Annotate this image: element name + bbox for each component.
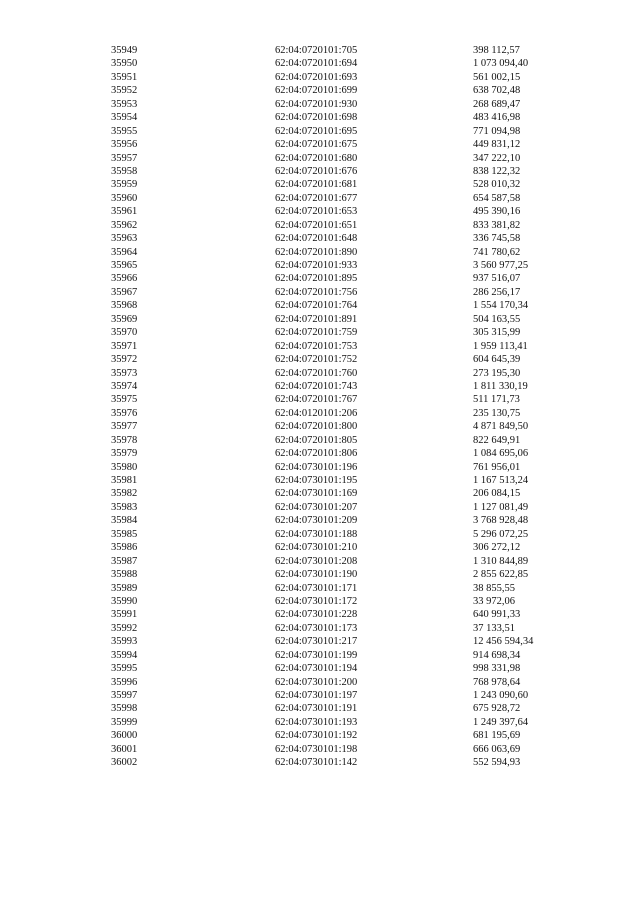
row-number: 35962	[111, 219, 138, 231]
cadastral-value: 1 554 170,34	[473, 300, 529, 312]
cadastral-number: 62:04:0720101:681	[275, 179, 358, 191]
cadastral-value: 12 456 594,34	[473, 636, 534, 648]
cadastral-value: 2 855 622,85	[473, 569, 529, 581]
table-row	[0, 232, 640, 245]
row-number: 35986	[111, 542, 138, 554]
cadastral-number: 62:04:0730101:142	[275, 757, 358, 769]
cadastral-number: 62:04:0730101:192	[275, 730, 358, 742]
table-row	[0, 165, 640, 178]
row-number: 35951	[111, 71, 138, 83]
table-row	[0, 689, 640, 702]
cadastral-number: 62:04:0730101:171	[275, 582, 358, 594]
cadastral-value: 38 855,55	[473, 582, 515, 594]
cadastral-number: 62:04:0120101:206	[275, 407, 358, 419]
row-number: 35983	[111, 501, 138, 513]
table-row	[0, 461, 640, 474]
cadastral-value: 638 702,48	[473, 85, 521, 97]
table-row	[0, 380, 640, 393]
cadastral-value: 495 390,16	[473, 206, 521, 218]
table-row	[0, 635, 640, 648]
table-row	[0, 259, 640, 272]
table-row	[0, 743, 640, 756]
row-number: 35965	[111, 260, 138, 271]
row-number: 35997	[111, 690, 138, 701]
cadastral-value: 998 331,98	[473, 663, 521, 675]
table-row	[0, 595, 640, 608]
table-row	[0, 178, 640, 191]
cadastral-number: 62:04:0720101:752	[275, 354, 358, 366]
row-number: 35950	[111, 58, 138, 70]
cadastral-value: 347 222,10	[473, 152, 521, 164]
cadastral-number: 62:04:0720101:760	[275, 367, 358, 379]
cadastral-number: 62:04:0720101:930	[275, 98, 358, 110]
table-row	[0, 541, 640, 554]
cadastral-number: 62:04:0720101:743	[275, 380, 358, 392]
table-row	[0, 71, 640, 84]
cadastral-value: 5 296 072,25	[473, 528, 529, 540]
cadastral-number: 62:04:0730101:209	[275, 515, 358, 527]
table-row	[0, 662, 640, 675]
table-row	[0, 528, 640, 541]
cadastral-value: 768 978,64	[473, 676, 521, 688]
row-number: 35976	[111, 407, 138, 419]
cadastral-value: 1 249 397,64	[473, 716, 529, 728]
row-number: 35989	[111, 582, 138, 594]
row-number: 35953	[111, 98, 138, 110]
table-row	[0, 192, 640, 205]
row-number: 35955	[111, 125, 138, 137]
table-row	[0, 246, 640, 259]
cadastral-value: 761 956,01	[473, 461, 521, 473]
cadastral-number: 62:04:0730101:208	[275, 555, 358, 567]
cadastral-value: 675 928,72	[473, 703, 521, 715]
cadastral-value: 914 698,34	[473, 649, 521, 661]
cadastral-number: 62:04:0730101:172	[275, 595, 358, 607]
cadastral-value-table	[0, 44, 640, 770]
row-number: 35968	[111, 300, 138, 312]
cadastral-value: 654 587,58	[473, 192, 521, 204]
cadastral-value: 37 133,51	[473, 622, 515, 634]
row-number: 35998	[111, 703, 138, 715]
row-number: 35966	[111, 273, 138, 285]
cadastral-value: 206 084,15	[473, 488, 521, 500]
cadastral-value: 33 972,06	[473, 595, 515, 607]
cadastral-number: 62:04:0730101:193	[275, 716, 358, 728]
row-number: 35981	[111, 475, 138, 486]
row-number: 35984	[111, 515, 138, 527]
cadastral-number: 62:04:0730101:191	[275, 703, 358, 715]
cadastral-value: 398 112,57	[473, 45, 520, 56]
cadastral-value: 1 811 330,19	[473, 380, 528, 392]
row-number: 35957	[111, 152, 138, 164]
row-number: 36000	[111, 730, 138, 742]
cadastral-value: 1 167 513,24	[473, 475, 529, 486]
cadastral-number: 62:04:0720101:676	[275, 165, 358, 177]
row-number: 35963	[111, 233, 138, 245]
table-row	[0, 487, 640, 500]
cadastral-number: 62:04:0720101:753	[275, 340, 358, 352]
cadastral-value: 561 002,15	[473, 71, 521, 83]
cadastral-number: 62:04:0720101:699	[275, 85, 358, 97]
cadastral-value: 1 243 090,60	[473, 690, 529, 701]
cadastral-number: 62:04:0720101:891	[275, 313, 358, 325]
row-number: 35972	[111, 354, 138, 366]
cadastral-number: 62:04:0730101:196	[275, 461, 358, 473]
cadastral-value: 1 310 844,89	[473, 555, 529, 567]
row-number: 35958	[111, 165, 138, 177]
row-number: 35999	[111, 716, 138, 728]
row-number: 35970	[111, 327, 138, 339]
table-row	[0, 582, 640, 595]
row-number: 35975	[111, 394, 138, 406]
table-row	[0, 57, 640, 70]
row-number: 35982	[111, 488, 138, 500]
table-row	[0, 702, 640, 715]
cadastral-value: 268 689,47	[473, 98, 521, 110]
cadastral-value: 273 195,30	[473, 367, 521, 379]
cadastral-value: 681 195,69	[473, 730, 521, 742]
table-row	[0, 111, 640, 124]
cadastral-number: 62:04:0730101:200	[275, 676, 358, 688]
table-row	[0, 434, 640, 447]
row-number: 36001	[111, 743, 138, 755]
cadastral-value: 640 991,33	[473, 609, 521, 621]
cadastral-number: 62:04:0720101:800	[275, 421, 358, 433]
cadastral-value: 528 010,32	[473, 179, 521, 191]
cadastral-number: 62:04:0730101:210	[275, 542, 358, 554]
table-row	[0, 367, 640, 380]
row-number: 35969	[111, 313, 138, 325]
cadastral-value: 3 560 977,25	[473, 260, 529, 271]
row-number: 35964	[111, 246, 138, 258]
table-row	[0, 514, 640, 527]
table-row	[0, 501, 640, 514]
row-number: 35990	[111, 595, 138, 607]
row-number: 35971	[111, 340, 138, 352]
cadastral-number: 62:04:0720101:680	[275, 152, 358, 164]
row-number: 35967	[111, 286, 138, 298]
table-row	[0, 420, 640, 433]
table-row	[0, 272, 640, 285]
row-number: 35996	[111, 676, 138, 688]
cadastral-value: 1 084 695,06	[473, 448, 529, 460]
table-row	[0, 286, 640, 299]
cadastral-number: 62:04:0720101:675	[275, 139, 358, 151]
table-row	[0, 84, 640, 97]
cadastral-value: 838 122,32	[473, 165, 521, 177]
cadastral-number: 62:04:0720101:693	[275, 71, 358, 83]
table-row	[0, 44, 640, 57]
table-row	[0, 326, 640, 339]
cadastral-value: 305 315,99	[473, 327, 521, 339]
table-row	[0, 98, 640, 111]
cadastral-value: 833 381,82	[473, 219, 521, 231]
cadastral-value: 504 163,55	[473, 313, 521, 325]
table-row	[0, 299, 640, 312]
row-number: 35987	[111, 555, 138, 567]
table-row	[0, 313, 640, 326]
cadastral-value: 511 171,73	[473, 394, 520, 406]
cadastral-number: 62:04:0720101:895	[275, 273, 358, 285]
row-number: 35995	[111, 663, 138, 675]
cadastral-value: 771 094,98	[473, 125, 521, 137]
row-number: 35974	[111, 380, 138, 392]
row-number: 35949	[111, 45, 138, 56]
table-row	[0, 353, 640, 366]
cadastral-number: 62:04:0720101:756	[275, 286, 358, 298]
row-number: 35994	[111, 649, 138, 661]
cadastral-value: 235 130,75	[473, 407, 521, 419]
cadastral-value: 336 745,58	[473, 233, 521, 245]
row-number: 35978	[111, 434, 138, 446]
table-row	[0, 716, 640, 729]
cadastral-number: 62:04:0720101:705	[275, 45, 358, 56]
cadastral-value: 1 127 081,49	[473, 501, 529, 513]
table-row	[0, 393, 640, 406]
row-number: 35985	[111, 528, 138, 540]
cadastral-value: 286 256,17	[473, 286, 521, 298]
cadastral-number: 62:04:0720101:653	[275, 206, 358, 218]
table-row	[0, 152, 640, 165]
cadastral-number: 62:04:0730101:194	[275, 663, 358, 675]
table-row	[0, 555, 640, 568]
table-row	[0, 447, 640, 460]
table-row	[0, 568, 640, 581]
row-number: 35956	[111, 139, 138, 151]
table-row	[0, 676, 640, 689]
cadastral-number: 62:04:0730101:195	[275, 475, 358, 486]
row-number: 35960	[111, 192, 138, 204]
row-number: 35993	[111, 636, 138, 648]
cadastral-number: 62:04:0730101:207	[275, 501, 358, 513]
cadastral-value: 483 416,98	[473, 112, 521, 124]
cadastral-number: 62:04:0720101:805	[275, 434, 358, 446]
table-row	[0, 138, 640, 151]
row-number: 35977	[111, 421, 138, 433]
cadastral-number: 62:04:0720101:694	[275, 58, 358, 70]
row-number: 35992	[111, 622, 138, 634]
cadastral-number: 62:04:0720101:648	[275, 233, 358, 245]
cadastral-number: 62:04:0730101:190	[275, 569, 358, 581]
row-number: 36002	[111, 757, 138, 769]
cadastral-number: 62:04:0730101:199	[275, 649, 358, 661]
row-number: 35959	[111, 179, 138, 191]
cadastral-number: 62:04:0720101:806	[275, 448, 358, 460]
cadastral-value: 1 073 094,40	[473, 58, 529, 70]
cadastral-number: 62:04:0720101:890	[275, 246, 358, 258]
cadastral-number: 62:04:0730101:197	[275, 690, 358, 701]
cadastral-number: 62:04:0720101:695	[275, 125, 358, 137]
cadastral-value: 604 645,39	[473, 354, 521, 366]
cadastral-number: 62:04:0720101:651	[275, 219, 358, 231]
table-row	[0, 756, 640, 769]
cadastral-number: 62:04:0720101:767	[275, 394, 358, 406]
cadastral-number: 62:04:0730101:188	[275, 528, 358, 540]
cadastral-number: 62:04:0730101:228	[275, 609, 358, 621]
table-row	[0, 219, 640, 232]
row-number: 35973	[111, 367, 138, 379]
table-row	[0, 125, 640, 138]
cadastral-number: 62:04:0730101:169	[275, 488, 358, 500]
row-number: 35961	[111, 206, 138, 218]
cadastral-value: 552 594,93	[473, 757, 521, 769]
cadastral-value: 666 063,69	[473, 743, 521, 755]
cadastral-number: 62:04:0730101:217	[275, 636, 358, 648]
row-number: 35988	[111, 569, 138, 581]
table-row	[0, 729, 640, 742]
cadastral-value: 449 831,12	[473, 139, 521, 151]
cadastral-number: 62:04:0720101:933	[275, 260, 358, 271]
cadastral-value: 306 272,12	[473, 542, 521, 554]
cadastral-value: 1 959 113,41	[473, 340, 528, 352]
cadastral-value: 937 516,07	[473, 273, 521, 285]
cadastral-value: 822 649,91	[473, 434, 521, 446]
cadastral-number: 62:04:0720101:698	[275, 112, 358, 124]
cadastral-value: 741 780,62	[473, 246, 521, 258]
row-number: 35952	[111, 85, 138, 97]
cadastral-number: 62:04:0720101:677	[275, 192, 358, 204]
row-number: 35954	[111, 112, 138, 124]
table-row	[0, 205, 640, 218]
row-number: 35979	[111, 448, 138, 460]
table-row	[0, 608, 640, 621]
cadastral-number: 62:04:0720101:764	[275, 300, 358, 312]
table-row	[0, 622, 640, 635]
cadastral-number: 62:04:0720101:759	[275, 327, 358, 339]
cadastral-number: 62:04:0730101:173	[275, 622, 358, 634]
table-row	[0, 649, 640, 662]
cadastral-value: 4 871 849,50	[473, 421, 529, 433]
row-number: 35991	[111, 609, 138, 621]
table-row	[0, 340, 640, 353]
cadastral-value: 3 768 928,48	[473, 515, 529, 527]
table-row	[0, 474, 640, 487]
cadastral-number: 62:04:0730101:198	[275, 743, 358, 755]
row-number: 35980	[111, 461, 138, 473]
table-row	[0, 407, 640, 420]
